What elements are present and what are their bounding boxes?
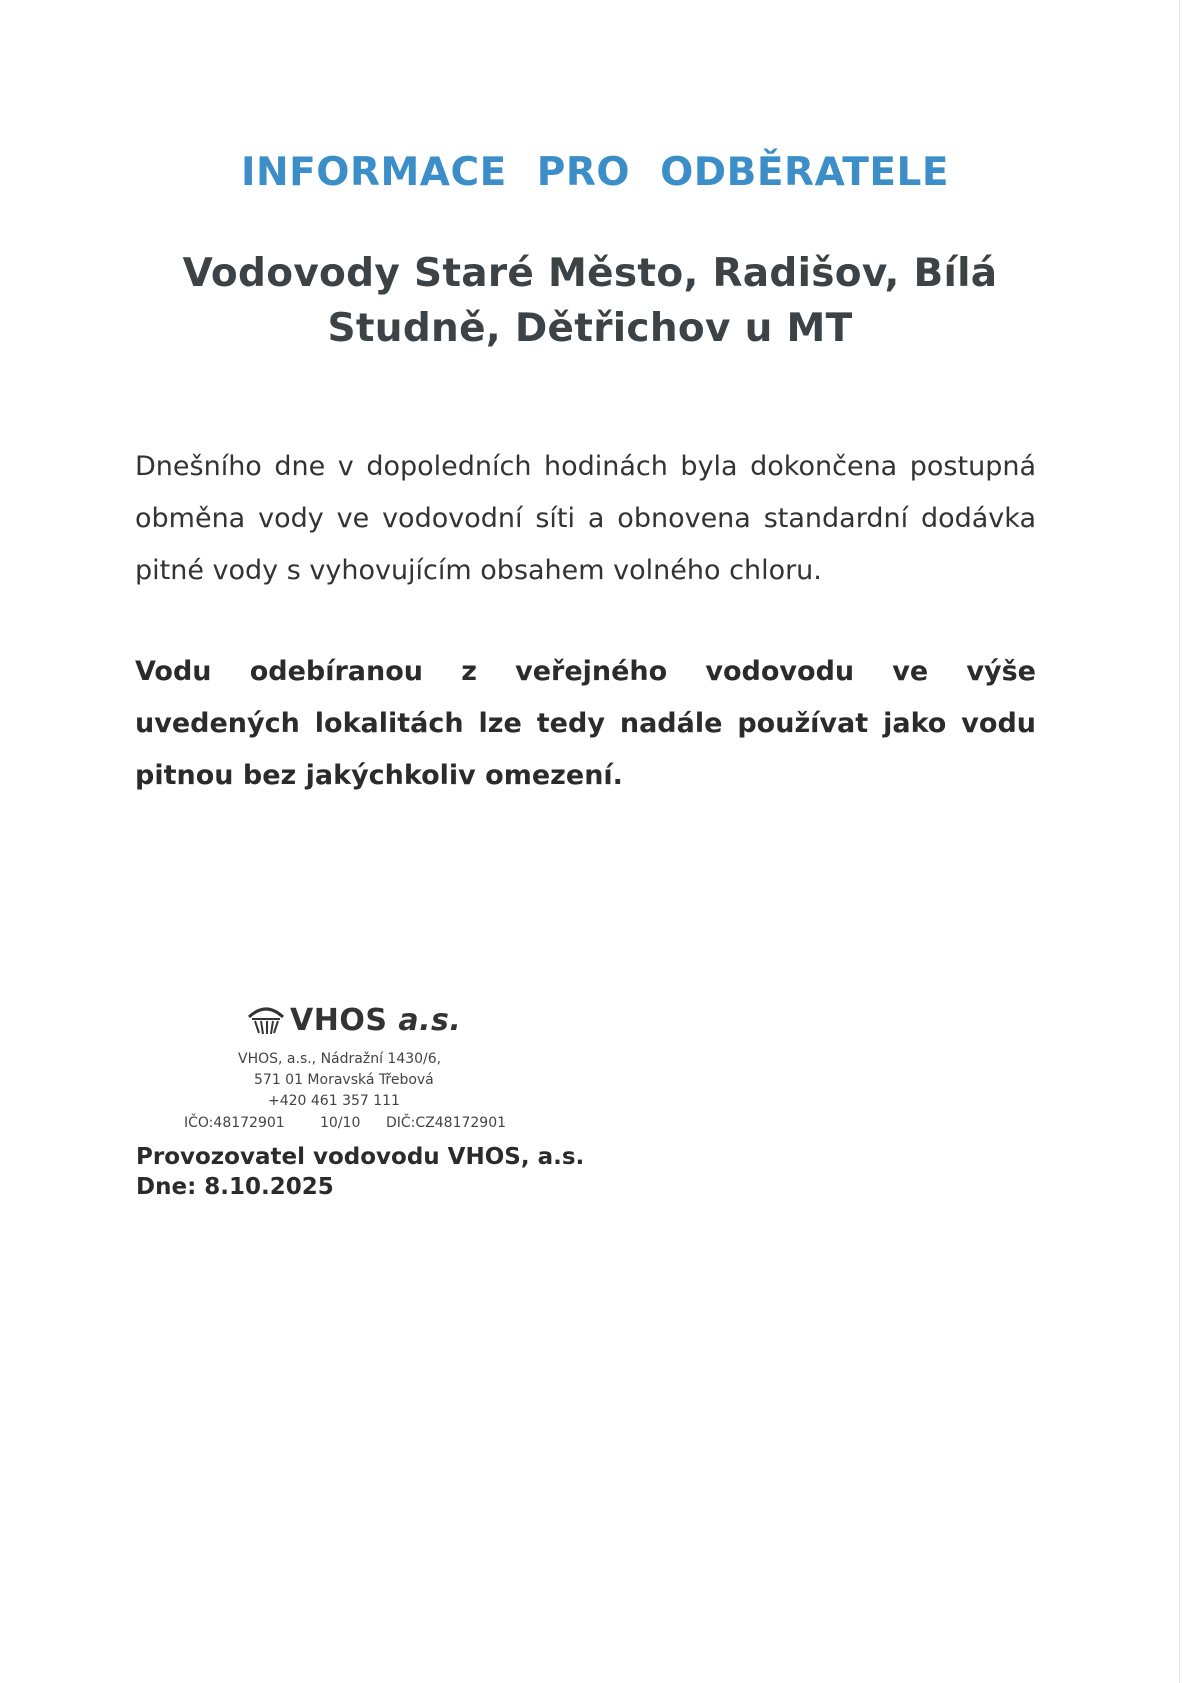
page-edge bbox=[1179, 0, 1180, 1683]
date-line: Dne: 8.10.2025 bbox=[136, 1174, 334, 1200]
stamp-ico-label: IČO: bbox=[184, 1115, 214, 1131]
document-title: INFORMACE PRO ODBĚRATELE bbox=[241, 150, 949, 195]
company-stamp bbox=[180, 1003, 520, 1138]
subtitle-line-2: Studně, Dětřichov u MT bbox=[327, 306, 853, 351]
vhos-logo-icon bbox=[246, 1003, 286, 1037]
info-paragraph: Dnešního dne v dopoledních hodinách byla dokončena postupná obměna vody ve vodovodní síti a obnovena standardní dodávka pitné vody s vyhovujícím obsahem volného chloru. bbox=[135, 451, 1036, 586]
document-subtitle bbox=[150, 246, 1030, 356]
stamp-company-suffix: a.s. bbox=[398, 1003, 462, 1038]
stamp-phone-line: +420 461 357 111 bbox=[268, 1093, 400, 1109]
stamp-ico-value: 48172901 bbox=[213, 1115, 285, 1131]
stamp-ico-line bbox=[184, 1115, 285, 1131]
stamp-company: VHOS bbox=[290, 1003, 388, 1038]
stamp-code: 10/10 bbox=[320, 1115, 361, 1131]
stamp-address-line: VHOS, a.s., Nádražní 1430/6, bbox=[238, 1051, 442, 1067]
stamp-company-name bbox=[290, 1003, 461, 1038]
subtitle-line-1: Vodovody Staré Město, Radišov, Bílá bbox=[182, 251, 998, 296]
stamp-dic: DIČ:CZ48172901 bbox=[386, 1115, 507, 1131]
signature-block bbox=[136, 1142, 584, 1202]
notice-paragraph: Vodu odebíranou z veřejného vodovodu ve výše uvedených lokalitách lze tedy nadále používat jako vodu pitnou bez jakýchkoliv omezení. bbox=[135, 656, 1036, 791]
stamp-city-line: 571 01 Moravská Třebová bbox=[254, 1072, 434, 1088]
operator-line: Provozovatel vodovodu VHOS, a.s. bbox=[136, 1144, 585, 1170]
